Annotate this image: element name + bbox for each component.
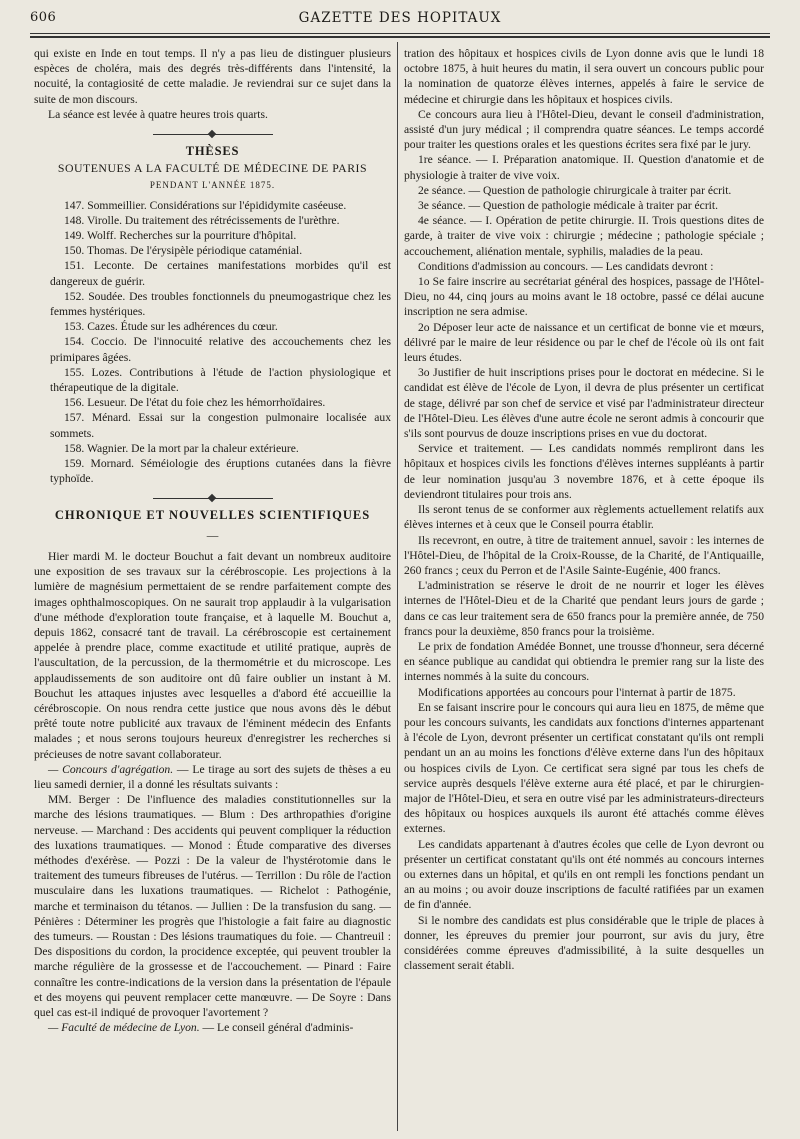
right-paragraph: 1re séance. — I. Préparation anatomique. II. Question d'anatomie et de physiologie à traiter de vive voix. — [404, 153, 764, 182]
thesis-item: 157. Ménard. Essai sur la congestion pulmonaire localisée aux sommets. — [50, 411, 391, 440]
thesis-item: 149. Wolff. Recherches sur la pourriture d'hôpital. — [64, 229, 297, 243]
right-paragraph: Modifications apportées au concours pour l'internat à partir de 1875. — [418, 685, 736, 699]
thesis-item: 150. Thomas. De l'érysipèle périodique cataménial. — [64, 244, 303, 258]
concours-paragraph — [34, 762, 391, 792]
right-paragraph: Service et traitement. — Les candidats nommés rempliront dans les hôpitaux et hospices civils les fonctions d'élèves internes suppléants à partir de leur nomination jusqu'au 3 novembre 1876, et à cette époque ils deviendront titulaires pour trois ans. — [404, 442, 764, 501]
theses-subtitle: SOUTENUES A LA FACULTÉ DE MÉDECINE DE PARIS — [57, 161, 368, 176]
thesis-item: 148. Virolle. Du traitement des rétrécissements de l'urèthre. — [64, 213, 340, 227]
page-header — [0, 0, 800, 40]
column-divider — [397, 42, 398, 1131]
concours-lead: — Concours d'agrégation. — [48, 762, 174, 776]
section-separator — [153, 131, 273, 137]
right-paragraph: 4e séance. — I. Opération de petite chirurgie. II. Trois questions dites de garde, à traiter de vive voix : chirurgie ; médecine ; pathologie spéciale ; accouchement, aliénation mentale, syphilis, maladies de la peau. — [404, 214, 764, 258]
right-paragraph: Conditions d'admission au concours. — Les candidats devront : — [418, 259, 714, 273]
right-paragraph: Ils seront tenus de se conformer aux règlements actuellement relatifs aux élèves internes et à ceux que le Conseil pourra établir. — [404, 503, 764, 532]
thesis-item: 154. Coccio. De l'innocuité relative des accouchements chez les primipares âgées. — [50, 335, 391, 364]
header-rule — [30, 33, 770, 34]
left-column — [34, 46, 391, 1131]
right-column — [404, 46, 764, 1131]
right-paragraph: Si le nombre des candidats est plus considérable que le triple de places à donner, les épreuves du premier jour pourront, sur avis du jury, être considérées comme épreuves d'admissibilité, à la suite desquelles un classement serait établi. — [404, 913, 764, 973]
thesis-item: 156. Lesueur. De l'état du foie chez les hémorrhoïdaires. — [64, 396, 326, 410]
thesis-item: 155. Lozes. Contributions à l'étude de l'action physiologique et thérapeutique de la digitale. — [50, 365, 391, 395]
right-paragraph: L'administration se réserve le droit de ne nourrir et loger les élèves internes de l'Hôtel-Dieu et de la Charité que pendant leurs jours de garde ; dans ce cas leur traitement sera de 650 francs pour la première année, de 750 francs pour la deuxième, 850 francs pour la troisième. — [404, 579, 764, 638]
right-paragraph: 3o Justifier de huit inscriptions prises pour le doctorat en médecine. Si le candidat est élève de l'école de Lyon, il devra de plus présenter un certificat de stage, délivré par son chef de service et visé par l'administrateur directeur de l'Hôtel-Dieu. Les élèves d'une autre école ne seront admis à concourir que s'ils sont pourvus de douze inscriptions prises en vue du doctorat. — [404, 366, 764, 441]
theses-list — [34, 198, 391, 487]
right-paragraph: 1o Se faire inscrire au secrétariat général des hospices, passage de l'Hôtel-Dieu, no 44, cinq jours au moins avant le 18 octobre, passé ce délai aucune inscription ne sera admise. — [404, 275, 764, 319]
thesis-item: 159. Mornard. Séméiologie des éruptions cutanées dans la fièvre typhoïde. — [50, 457, 391, 486]
session-end: La séance est levée à quatre heures trois quarts. — [48, 107, 268, 121]
concours-text: — Le tirage au sort des sujets de thèses a eu lieu samedi dernier, il a donné les résultats suivants : — [34, 762, 391, 791]
faculte-text: — Le conseil général d'adminis- — [202, 1021, 354, 1035]
thesis-item: 147. Sommeillier. Considérations sur l'épididymite caséeuse. — [64, 198, 347, 212]
right-paragraph: Ce concours aura lieu à l'Hôtel-Dieu, devant le conseil d'administration, assisté d'un jury médical ; il comprendra quatre séances. Le temps accordé pour traiter les questions orales et les questions écrites sera fixé par le jury. — [404, 107, 764, 152]
theses-title: THÈSES — [185, 144, 240, 159]
thesis-item: 151. Leconte. De certaines manifestations morbides qu'il est dangereux de guérir. — [50, 259, 391, 288]
faculte-lead: — Faculté de médecine de Lyon. — [48, 1021, 200, 1035]
chronique-title: CHRONIQUE ET NOUVELLES SCIENTIFIQUES — [54, 508, 371, 523]
intro-paragraph: qui existe en Inde en tout temps. Il n'y a pas lieu de distinguer plusieurs espèces de choléra, mais des degrés très-différents dans l'intensité, la nocuité, la contagiosité de cette maladie. Je reviendrai sur ce sujet dans la suite de mon discours. — [34, 47, 391, 106]
right-paragraph: Ils recevront, en outre, à titre de traitement annuel, savoir : les internes de l'Hôtel-Dieu, de l'hôpital de la Croix-Rousse, de la Charité, de l'Antiquaille, 260 francs ; ceux du Perron et de l'Asile Sainte-Eugénie, 400 francs. — [404, 533, 764, 577]
header-rule-thick — [30, 36, 770, 38]
right-paragraph: tration des hôpitaux et hospices civils de Lyon donne avis que le lundi 18 octobre 1875, à huit heures du matin, il sera ouvert un concours public pour la nomination de quatorze élèves internes, appelés à faire le service de médecine et chirurgie dans les hôpitaux et hospices civils. — [404, 47, 764, 106]
bouchut-paragraph: Hier mardi M. le docteur Bouchut a fait devant un nombreux auditoire une exposition de ses travaux sur la cérébroscopie. Les projections à la lumière de magnésium permettaient de se rendre parfaitement compte des images ophthalmoscopiques. On ne saurait trop applaudir à la vulgarisation d'une méthode d'exploration toute française, et à laquelle M. Bouchut a, depuis 1862, consacré tant de travail. La cérébroscopie est certainement appelée à prendre place, comme exactitude et utilité pratique, auprès de l'auscultation, de la percussion, de la thermométrie et du microscope. Les applaudissements de son auditoire ont dû faire oublier un instant à M. Bouchut les attaques injustes avec lesquelles a d'abord été accueillie la cérébroscopie. On nous rendra cette justice que nous avons dès le début prêté toute notre publicité aux travaux de l'éminent médecin des Enfants malades ; et nous serons toujours heureux d'enregistrer les recherches si précieuses de notre savant collaborateur. — [34, 549, 391, 761]
right-paragraph: 2e séance. — Question de pathologie chirurgicale à traiter par écrit. — [418, 183, 732, 197]
right-paragraph: Le prix de fondation Amédée Bonnet, une trousse d'honneur, sera décerné en séance publique au candidat qui obtiendra le premier rang sur la liste des internes nommés à la suite du concours. — [404, 639, 764, 684]
thesis-item: 152. Soudée. Des troubles fonctionnels du pneumogastrique chez les femmes hystériques. — [50, 289, 391, 319]
right-paragraph: 3e séance. — Question de pathologie médicale à traiter par écrit. — [418, 199, 719, 213]
section-separator — [153, 495, 273, 501]
chronique-dash: — — [206, 528, 219, 542]
concours-subjects: MM. Berger : De l'influence des maladies constitutionnelles sur la marche des lésions traumatiques. — Blum : Des arthropathies d'origine nerveuse. — Marchand : Des accidents qui peuvent compliquer la réduction des luxations traumatiques. — Monod : Étude comparative des diverses méthodes d'exérèse. — Pozzi : De la valeur de l'hystérotomie dans le traitement des tumeurs fibreuses de l'utérus. — Terrillon : Du rôle de l'action musculaire dans les luxations traumatiques. — Richelot : Pathogénie, marche et terminaison du tétanos. — Jullien : De la transfusion du sang. — Pénières : Déterminer les progrès que l'histologie a fait faire au diagnostic des tumeurs. — Roustan : Des lésions traumatiques du foie. — Chantreuil : Des dispositions du cordon, la procidence exceptée, qui peuvent troubler la marche régulière de la grossesse et de l'accouchement. — Pinard : Faire connaître les contre-indications de la version dans la présentation de l'épaule et des moyens qui peuvent remplacer cette manœuvre. — De Soyre : Dans quel cas est-il indiqué de provoquer l'avortement ? — [34, 793, 391, 1019]
faculte-paragraph — [34, 1020, 391, 1035]
thesis-item: 158. Wagnier. De la mort par la chaleur extérieure. — [64, 441, 299, 455]
right-paragraph: En se faisant inscrire pour le concours qui aura lieu en 1875, de même que pour les concours suivants, les candidats aux fonctions d'internes appartenant à l'école de Lyon, devront présenter un certificat constatant qu'ils ont rempli pendant un an au moins les fonctions d'élève externe dans l'un des hôpitaux ou hospices civils de Lyon. Ce certificat sera signé par tous les chefs de service auprès desquels l'élève externe aura été placé, et par le chirurgien-major de l'Hôtel-Dieu, et sera en outre visé par les administrateurs-directeurs des hôpitaux ou hospices auxquels ils auront été attachés comme élèves externes. — [404, 700, 764, 836]
right-paragraph: 2o Déposer leur acte de naissance et un certificat de bonne vie et mœurs, délivré par le maire de leur résidence ou par le chef de l'école où ils ont fait leurs études. — [404, 320, 764, 365]
running-title: GAZETTE DES HOPITAUX — [298, 10, 502, 26]
theses-period: PENDANT L'ANNÉE 1875. — [149, 180, 276, 191]
thesis-item: 153. Cazes. Étude sur les adhérences du cœur. — [64, 320, 278, 334]
right-paragraph: Les candidats appartenant à d'autres écoles que celle de Lyon devront ou présenter un certificat constatant qu'ils ont été nommés au concours internes ou externes dans un hôpital, et qu'ils en ont rempli les fonctions pendant un an au moins ; ou avoir douze inscriptions de faculté ratifiées par un examen de fin d'année. — [404, 837, 764, 912]
page-number: 606 — [30, 10, 57, 25]
